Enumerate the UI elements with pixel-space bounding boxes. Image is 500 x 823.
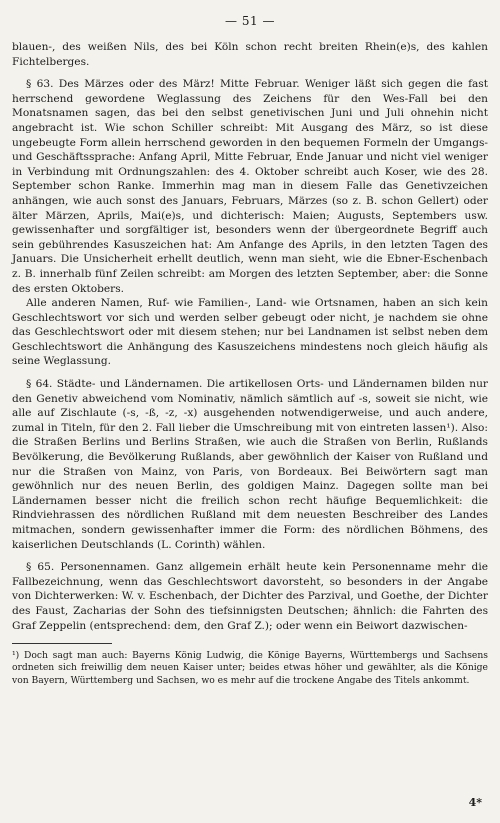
paragraph-continuation: blauen-, des weißen Nils, des bei Köln schon recht breiten Rhein(e)s, des kahlen Fichtelberges. xyxy=(12,41,488,68)
printer-signature-mark: 4* xyxy=(468,796,482,809)
paragraph-other-names: Alle anderen Namen, Ruf- wie Familien-, Land- wie Ortsnamen, haben an sich kein Geschlechtswort vor sich und werden selber gebeugt oder nicht, je nachdem sie ohne das Geschlechtswort oder mit diesem stehen; nur bei Landnamen ist selbst neben dem Geschlechtswort die Anhängung des Kasuszeichens mindestens noch gleich häufig als seine Weglassung. xyxy=(12,297,488,368)
footnote-divider xyxy=(12,643,112,644)
paragraph-section-65: § 65. Personennamen. Ganz allgemein erhält heute kein Personenname mehr die Fallbezeichnung, wenn das Geschlechtswort davorsteht, so besonders in der Angabe von Dichterwerken: W. v. Eschenbach, der Dichter des Parzival, und Goethe, der Dichter des Faust, Zacharias der Sohn des tiefsinnigsten Deutschen; ähnlich: die Fahrten des Graf Zeppelin (entsprechend: dem, den Graf Z.); oder wenn ein Beiwort dazwischen- xyxy=(12,561,488,632)
paragraph-section-64: § 64. Städte- und Ländernamen. Die artikellosen Orts- und Ländernamen bilden nur den Genetiv abweichend vom Nominativ, nämlich sämtlich auf -s, soweit sie nicht, wie alle auf Zischlaute (-s, -ß, -z, -x) ausgehenden notwendigerweise, und auch andere, zumal in Titeln, für den 2. Fall lieber die Umschreibung mit von eintreten lassen¹). Also: die Straßen Berlins und Berlins Straßen, wie auch die Straßen von Berlin, Rußlands Bevölkerung, die Bevölkerung Rußlands, aber gewöhnlich der Kaiser von Rußland und nur die Straßen von Mainz, von Paris, von Bordeaux. Bei Beiwörtern sagt man gewöhnlich nur des neuen Berlin, des goldigen Mainz. Dagegen sollte man bei Ländernamen besser nicht die freilich schon recht häufige Bequemlichkeit: die Rindviehrassen des nördlichen Rußland mit dem neuesten Beschreiber des Landes mitmachen, sondern gewissenhafter immer die Form: des nördlichen Böhmens, des kaiserlichen Deutschlands (L. Corinth) wählen. xyxy=(12,378,488,551)
footnote: ¹) Doch sagt man auch: Bayerns König Ludwig, die Könige Bayerns, Württembergs und Sachsens ordneten sich freiwillig dem neuen Kaiser unter; beides etwas höher und gewählter, als die Könige von Bayern, Württemberg und Sachsen, wo es mehr auf die trockene Angabe des Titels ankommt. xyxy=(12,650,488,686)
paragraph-section-63: § 63. Des Märzes oder des März! Mitte Februar. Weniger läßt sich gegen die fast herrschend gewordene Weglassung des Zeichens für den Wes-Fall bei den Monatsnamen sagen, das bei den selbst genetivischen Juni und Juli ohnehin nicht angebracht ist. Wie schon Schiller schreibt: Mit Ausgang des März, so ist diese ungebeugte Form allein herrschend geworden in den bequemen Formeln der Umgangs- und Geschäftssprache: Anfang April, Mitte Februar, Ende Januar und nicht viel weniger in Verbindung mit Ordnungszahlen: des 4. Oktober schreibt auch Koser, wie des 28. September schon Ranke. Immerhin mag man in diesem Falle das Genetivzeichen anhängen, wie auch sonst des Januars, Februars, Märzes (so z. B. schon Gellert) oder älter Märzen, Aprils, Mai(e)s, und dichterisch: Maien; Augusts, Septembers usw. gewissenhafter und sorgfältiger ist, besonders wenn der übergeordnete Begriff auch sein gebührendes Kasuszeichen hat: Am Anfange des Aprils, in den letzten Tagen des Januars. Die Unsicherheit erhellt deutlich, wenn man sieht, wie die Ebner-Eschenbach z. B. innerhalb fünf Zeilen schreibt: am Morgen des letzten September, aber: die Sonne des ersten Oktobers. xyxy=(12,78,488,295)
page-number: — 51 — xyxy=(225,14,275,28)
